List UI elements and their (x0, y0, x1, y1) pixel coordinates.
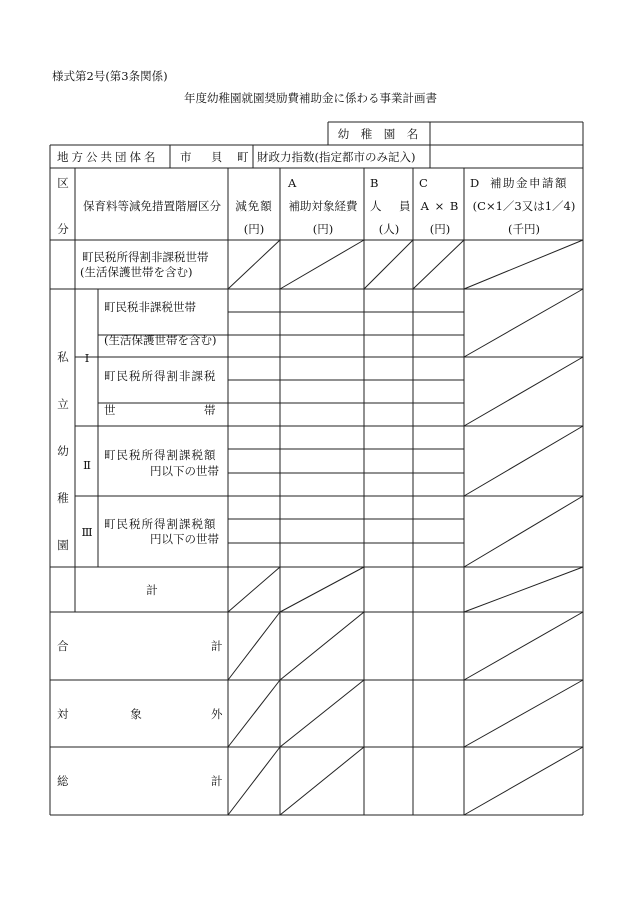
group-3-line2: 円以下の世帯 (150, 532, 219, 546)
diagonal-mark (464, 357, 583, 426)
total-label-a: 合 (57, 639, 69, 653)
diagonal-mark (464, 747, 583, 815)
row-public-line2: (生活保護世帯を含む) (80, 265, 193, 279)
grand-total-label-a: 総 (57, 774, 69, 788)
diagonal-mark (228, 747, 280, 815)
local-gov-label: 地方公共団体名 (57, 150, 159, 164)
group-2-numeral: Ⅱ (83, 458, 91, 472)
header-a-letter: A (288, 176, 297, 190)
group-3-line1: 町民税所得割課税額 (104, 517, 217, 531)
diagonal-mark (280, 240, 364, 289)
diagonal-mark (228, 567, 280, 612)
group-2-line2: 円以下の世帯 (150, 464, 219, 478)
header-exemption-unit: (円) (243, 222, 265, 236)
group-1a-line2: (生活保護世帯を含む) (104, 333, 217, 347)
header-b-label-1: 人 (370, 199, 382, 213)
excluded-label-b: 象 (130, 707, 142, 721)
fiscal-index-label: 財政力指数(指定都市のみ記入) (257, 150, 416, 164)
private-char-3: 幼 (57, 444, 69, 458)
grand-total-label-b: 計 (211, 774, 223, 788)
diagonal-mark (228, 680, 280, 747)
group-1b-line2b: 帯 (204, 403, 216, 417)
diagonal-mark (413, 240, 464, 289)
header-b-unit: (人) (378, 222, 400, 236)
private-char-2: 立 (57, 397, 69, 411)
excluded-label-a: 対 (57, 707, 69, 721)
diagonal-mark (364, 240, 413, 289)
diagonal-mark (464, 496, 583, 567)
subtotal-label: 計 (146, 583, 158, 597)
diagonal-mark (228, 240, 280, 289)
header-exemption: 減免額 (235, 199, 273, 213)
group-1a-line1: 町民税非課税世帯 (104, 300, 196, 314)
header-ku: 区 (57, 176, 69, 190)
group-1b-line1: 町民税所得割非課税 (104, 369, 217, 383)
group-1-numeral: Ⅰ (84, 351, 90, 365)
private-char-5: 園 (57, 538, 69, 552)
header-c-unit: (円) (429, 222, 451, 236)
diagonal-mark (280, 747, 364, 815)
diagonal-mark (228, 612, 280, 680)
diagonal-mark (464, 680, 583, 747)
kindergarten-name-label: 幼 稚 園 名 (337, 127, 419, 141)
diagonal-mark (464, 612, 583, 680)
header-b-letter: B (370, 176, 379, 190)
row-public-line1: 町民税所得割非課税世帯 (82, 250, 209, 264)
diagonal-mark (464, 426, 583, 496)
header-d-label: 補助金申請額 (490, 176, 568, 190)
header-d-unit: (千円) (508, 222, 540, 236)
header-d-letter: D (470, 176, 480, 190)
private-char-1: 私 (57, 350, 69, 364)
total-label-b: 計 (211, 639, 223, 653)
group-2-line1: 町民税所得割課税額 (104, 448, 217, 462)
diagonal-mark (280, 567, 364, 612)
header-a-unit: (円) (312, 222, 334, 236)
diagonal-mark (280, 680, 364, 747)
excluded-label-c: 外 (211, 707, 223, 721)
header-bun: 分 (57, 222, 69, 236)
local-gov-city: 市 (180, 150, 192, 164)
header-b-label-2: 員 (399, 199, 411, 213)
diagonal-mark (464, 240, 583, 289)
local-gov-kai: 貝 (211, 150, 223, 164)
form-number: 様式第2号(第3条関係) (52, 69, 168, 83)
diagonal-mark (464, 567, 583, 612)
header-d-formula: (C×1／3又は1／4) (472, 199, 576, 213)
header-category: 保育料等減免措置階層区分 (83, 199, 221, 213)
diagonal-mark (464, 289, 583, 357)
header-c-letter: C (419, 176, 428, 190)
diagonal-mark (280, 612, 364, 680)
page-title: 年度幼稚園就園奨励費補助金に係わる事業計画書 (184, 91, 437, 105)
header-c-formula: A × B (420, 199, 460, 213)
group-3-numeral: Ⅲ (81, 525, 93, 539)
header-a-label: 補助対象経費 (288, 199, 358, 213)
local-gov-town: 町 (237, 150, 249, 164)
group-1b-line2a: 世 (104, 403, 116, 417)
private-char-4: 稚 (57, 491, 69, 505)
